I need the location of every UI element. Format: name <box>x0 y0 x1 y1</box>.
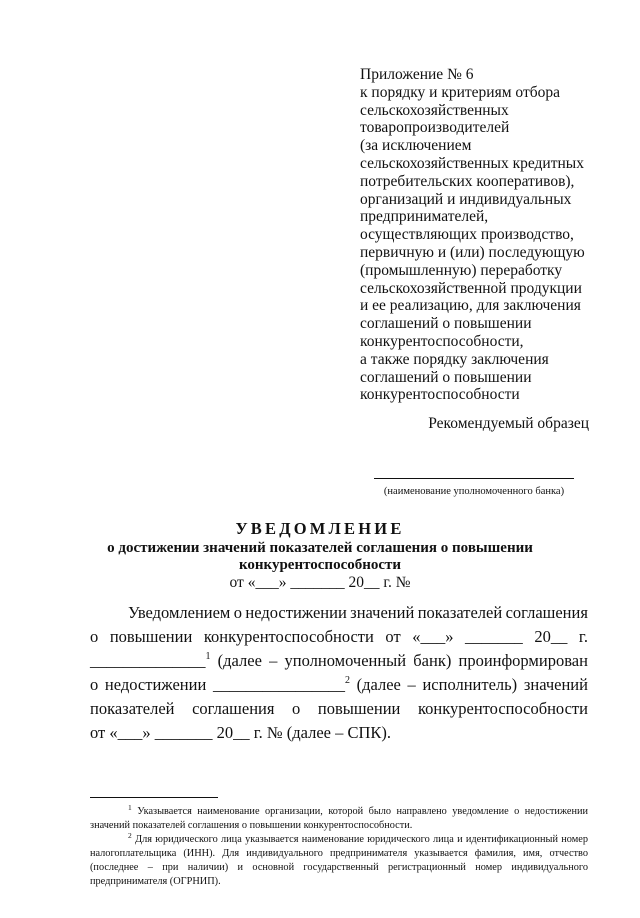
footnote-ref-2: 2 <box>344 675 350 686</box>
bank-name-line <box>374 478 574 479</box>
body-line-4: о недостижении ________________$^2$ (далее – исполнитель) значений <box>90 675 588 694</box>
body-line-1: Уведомлением о недостижении значений показателей соглашения <box>128 603 588 622</box>
appendix-line: сельскохозяйственных <box>360 101 509 119</box>
bank-name-caption: (наименование уполномоченного банка) <box>383 486 565 497</box>
organization-blank: ______________$^1$ <box>90 651 211 670</box>
appendix-line: (за исключением <box>360 137 472 155</box>
appendix-line: сельскохозяйственных кредитных <box>360 154 584 172</box>
body-line-2: о повышении конкурентоспособности от «___» _______ 20__ г. <box>90 627 588 646</box>
appendix-line: соглашений о повышении <box>360 315 532 333</box>
footnote-ref-1: 1 <box>205 651 211 662</box>
appendix-line: Приложение № 6 <box>360 66 474 83</box>
appendix-line: товаропроизводителей <box>360 119 510 137</box>
footnote-1: $^1$ Указывается наименование организации, которой было направлено уведомление о недостижении значений показателей соглашения о повышении конкурентоспособности. <box>90 803 588 831</box>
document-subtitle: о достижении значений показателей соглашения о повышении <box>107 540 533 556</box>
footnote-separator <box>90 797 218 798</box>
document-date-line: от «___» _______ 20__ г. № <box>229 574 411 591</box>
footnote-2: $^2$ Для юридического лица указывается наименование юридического лица и идентификационный номер налогоплательщика (ИНН). Для индивидуального предпринимателя указывается фамилия, имя, отчество (последнее – при наличии) и основной государственный регистрационный номер индивидуального предпринимателя (ОГРНИП). <box>90 831 588 887</box>
body-line-6: от «___» _______ 20__ г. № (далее – СПК). <box>90 723 392 742</box>
footnotes <box>90 805 588 889</box>
appendix-line: сельскохозяйственной продукции <box>360 279 582 297</box>
appendix-line: конкурентоспособности <box>360 386 520 404</box>
appendix-line: а также порядку заключения <box>360 350 549 368</box>
body-line-5: показателей соглашения о повышении конкурентоспособности <box>90 699 588 718</box>
appendix-line: организаций и индивидуальных <box>360 190 572 208</box>
appendix-line: первичную и (или) последующую <box>360 243 585 261</box>
appendix-line: предпринимателей, <box>360 208 489 226</box>
appendix-line: соглашений о повышении <box>360 368 532 386</box>
executor-blank: ________________$^2$ <box>212 675 350 694</box>
appendix-line: потребительских кооперативов), <box>360 172 575 190</box>
appendix-line: осуществляющих производство, <box>360 226 574 244</box>
appendix-line: конкурентоспособности, <box>360 332 524 350</box>
recommended-sample-label: Рекомендуемый образец <box>428 415 589 432</box>
appendix-line: и ее реализацию, для заключения <box>360 297 581 315</box>
appendix-block <box>360 66 610 404</box>
appendix-line: (промышленную) переработку <box>360 261 563 279</box>
appendix-line: к порядку и критериям отбора <box>360 83 560 101</box>
body-line-3: ______________$^1$ (далее – уполномоченный банк) проинформирован <box>90 651 588 670</box>
document-subtitle-continued: конкурентоспособности <box>238 557 402 573</box>
document-title: УВЕДОМЛЕНИЕ <box>235 519 405 538</box>
